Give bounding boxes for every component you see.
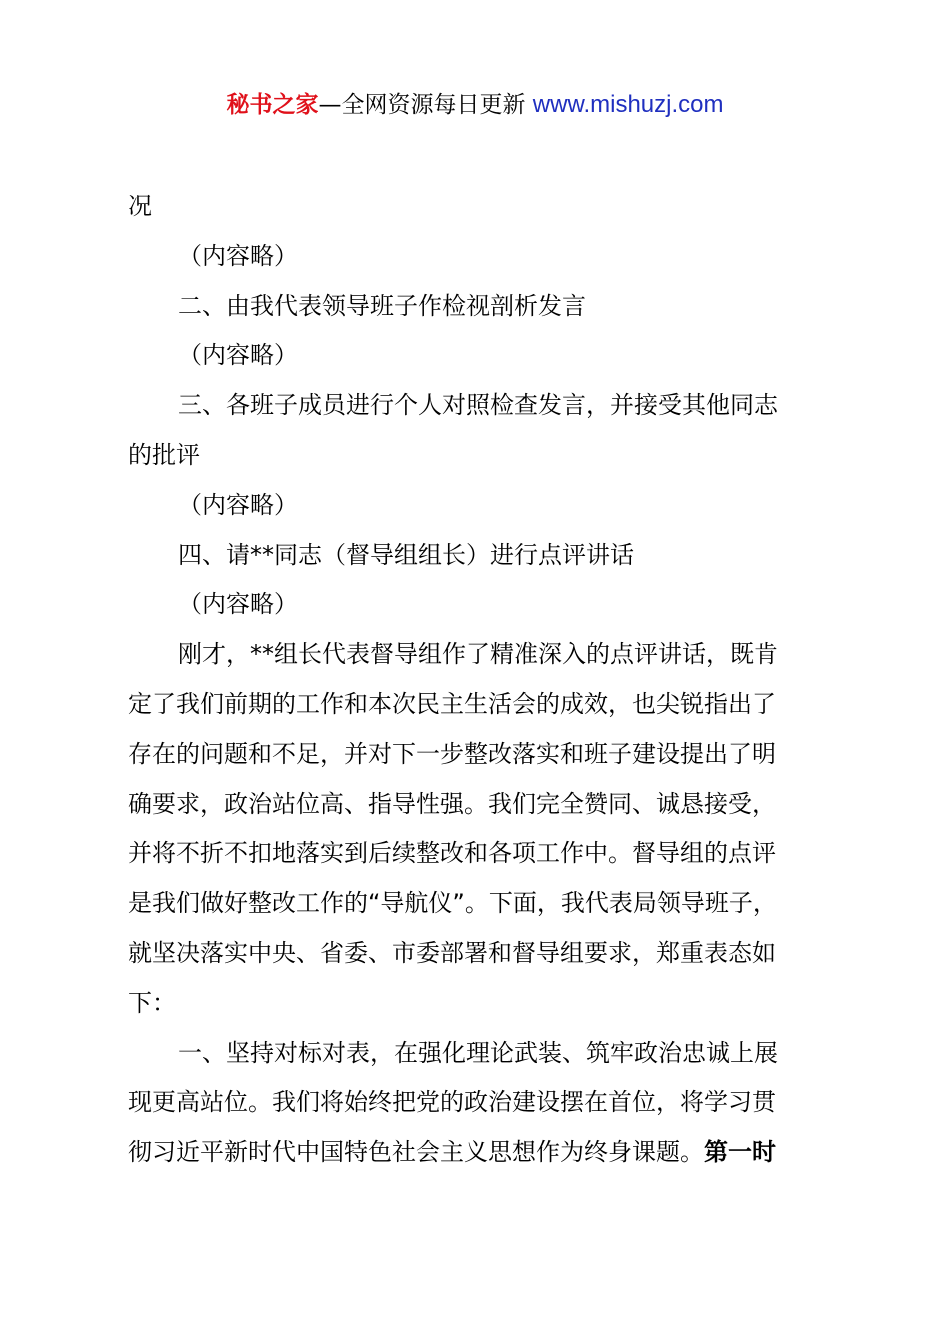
paragraph-fragment: 况 <box>128 192 152 220</box>
commitment-paragraph-line: 现更高站位。我们将始终把党的政治建设摆在首位，将学习贯 <box>128 1088 776 1117</box>
commitment-text: 彻习近平新时代中国特色社会主义思想作为终身课题。 <box>128 1138 704 1167</box>
header-tagline: —全网资源每日更新 <box>318 92 533 118</box>
document-body <box>128 182 834 1178</box>
statement-paragraph-line: 下： <box>128 988 176 1017</box>
bold-emphasis: 第一时 <box>704 1138 776 1167</box>
statement-paragraph-line: 确要求，政治站位高、指导性强。我们完全赞同、诚恳接受， <box>128 789 776 818</box>
content-omitted-note: （内容略） <box>178 341 298 370</box>
content-omitted-note: （内容略） <box>178 590 298 619</box>
page-header <box>0 88 950 122</box>
content-omitted-note: （内容略） <box>178 490 298 519</box>
content-omitted-note: （内容略） <box>178 241 298 270</box>
brand-name: 秘书之家 <box>226 92 319 118</box>
statement-paragraph-line: 并将不折不扣地落实到后续整改和各项工作中。督导组的点评 <box>128 839 776 868</box>
statement-paragraph-line: 定了我们前期的工作和本次民主生活会的成效，也尖锐指出了 <box>128 689 776 718</box>
statement-paragraph-line: 就坚决落实中央、省委、市委部署和督导组要求，郑重表态如 <box>128 938 776 967</box>
website-link[interactable]: www.mishuzj.com <box>532 91 724 118</box>
statement-paragraph-line: 刚才，**组长代表督导组作了精准深入的点评讲话，既肯 <box>178 640 778 669</box>
section-heading-3-line2: 的批评 <box>128 440 200 469</box>
commitment-paragraph-line: 一、坚持对标对表，在强化理论武装、筑牢政治忠诚上展 <box>178 1038 778 1067</box>
section-heading-4: 四、请**同志（督导组组长）进行点评讲话 <box>178 540 634 569</box>
section-heading-3-line1: 三、各班子成员进行个人对照检查发言，并接受其他同志 <box>178 391 778 420</box>
statement-paragraph-line: 是我们做好整改工作的“导航仪”。下面，我代表局领导班子， <box>128 889 777 918</box>
section-heading-2: 二、由我代表领导班子作检视剖析发言 <box>178 291 586 320</box>
commitment-paragraph-line <box>128 1128 834 1178</box>
statement-paragraph-line: 存在的问题和不足，并对下一步整改落实和班子建设提出了明 <box>128 739 776 768</box>
